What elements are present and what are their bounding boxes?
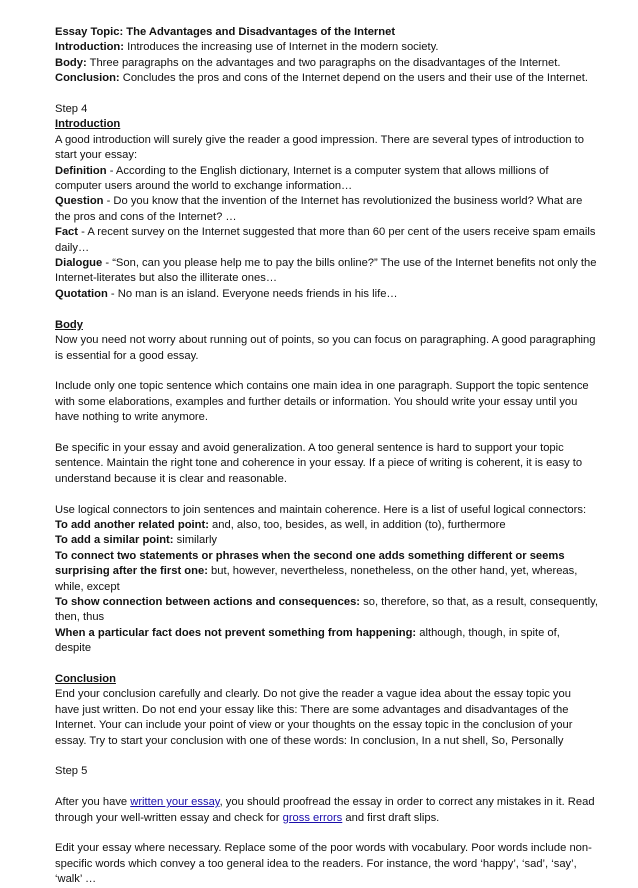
spacer bbox=[55, 487, 598, 502]
spacer bbox=[55, 364, 598, 379]
connector-item bbox=[55, 518, 598, 533]
spacer bbox=[55, 426, 598, 441]
connector-text: but, however, nevertheless, nonetheless, on the other hand, yet, whereas, while, except bbox=[55, 565, 578, 593]
connector-item bbox=[55, 595, 598, 626]
step-4-label: Step 4 bbox=[55, 103, 88, 116]
intro-type-term: Question bbox=[55, 195, 104, 208]
essay-topic-title: Essay Topic: The Advantages and Disadvantages of the Internet bbox=[55, 26, 396, 38]
intro-type-dialogue bbox=[55, 256, 598, 287]
body-paragraph: Include only one topic sentence which contains one main idea in one paragraph. Support the topic sentence with some elaborations, examples and further details or information. You should write your essay until you have nothing to write anymore. bbox=[55, 380, 589, 424]
intro-type-text: - Do you know that the invention of the Internet has revolutionized the business world? What are the pros and cons of the Internet? … bbox=[55, 195, 583, 223]
connector-label: When a particular fact does not prevent something from happening: bbox=[55, 626, 417, 639]
text-run: , you should proofread the essay in order to correct any mistakes in it. Read through your well-written essay and check for bbox=[55, 796, 595, 824]
intro-type-text: - No man is an island. Everyone needs friends in his life… bbox=[107, 287, 398, 300]
intro-type-text: - According to the English dictionary, Internet is a computer system that allows millions of computer users around the world to exchange information… bbox=[55, 164, 549, 193]
text-run: and first draft slips. bbox=[342, 811, 440, 824]
intro-type-text: - “Son, can you please help me to pay the bills online?” The use of the Internet benefits not only the Internet-literates but also the illiterate ones… bbox=[55, 257, 597, 285]
connector-text: so, therefore, so that, as a result, consequently, then, thus bbox=[55, 595, 598, 624]
conclusion-text: Concludes the pros and cons of the Internet depend on the users and their use of the Internet. bbox=[119, 72, 588, 85]
intro-text: Introduces the increasing use of Internet in the modern society. bbox=[123, 41, 439, 54]
intro-label: Introduction: bbox=[55, 41, 124, 54]
connector-item bbox=[55, 533, 598, 548]
connector-label: To add another related point: bbox=[55, 518, 209, 531]
body-paragraph: Now you need not worry about running out of points, so you can focus on paragraphing. A good paragraphing is essential for a good essay. bbox=[55, 334, 596, 362]
connector-label: To connect two statements or phrases when the second one adds something different or seems surprising after the first one: bbox=[55, 549, 565, 578]
connector-label: To show connection between actions and consequences: bbox=[55, 595, 361, 608]
intro-type-term: Fact bbox=[55, 226, 79, 239]
connector-label: To add a similar point: bbox=[55, 534, 174, 547]
topic-conclusion bbox=[55, 71, 598, 86]
connector-item bbox=[55, 549, 598, 595]
step-5-label: Step 5 bbox=[55, 765, 88, 778]
intro-type-text: - A recent survey on the Internet suggested that more than 60 per cent of the users receive spam emails daily… bbox=[55, 226, 596, 254]
conclusion-heading: Conclusion bbox=[55, 672, 116, 685]
spacer bbox=[55, 749, 598, 764]
connector-text: similarly bbox=[173, 534, 218, 547]
connector-text: and, also, too, besides, as well, in addition (to), furthermore bbox=[208, 518, 506, 531]
connectors-intro: Use logical connectors to join sentences and maintain coherence. Here is a list of useful logical connectors: bbox=[55, 503, 587, 516]
written-your-essay-link[interactable]: written your essay bbox=[130, 796, 220, 809]
conclusion-paragraph: End your conclusion carefully and clearly. Do not give the reader a vague idea about the essay topic you have just written. Do not end your essay like this: There are some advantages and disadvantages of the Internet. Your can include your point of view or your thoughts on the essay topic in the conclusion of your essay. Try to start your conclusion with one of these words: In conclusion, In a nut shell, So, Personally bbox=[55, 688, 573, 747]
proofread-paragraph bbox=[55, 795, 598, 826]
intro-type-question bbox=[55, 194, 598, 225]
edit-paragraph: Edit your essay where necessary. Replace some of the poor words with vocabulary. Poor words include non-specific words which convey a too general idea to the readers. For instance, the word ‘happy’, ‘sad’, ‘say’, ‘walk’ … bbox=[55, 842, 592, 886]
conclusion-label: Conclusion: bbox=[55, 72, 120, 85]
introduction-heading: Introduction bbox=[55, 118, 121, 131]
body-heading: Body bbox=[55, 318, 83, 331]
body-paragraph: Be specific in your essay and avoid generalization. A too general sentence is hard to support your topic sentence. Maintain the right tone and coherence in your essay. If a piece of writing is coherent, it is easy to understand because it is clear and reasonable. bbox=[55, 441, 583, 485]
connector-item bbox=[55, 626, 598, 657]
topic-introduction bbox=[55, 40, 598, 55]
gross-errors-link[interactable]: gross errors bbox=[282, 811, 343, 824]
body-text: Three paragraphs on the advantages and two paragraphs on the disadvantages of the Internet. bbox=[86, 56, 561, 69]
intro-type-fact bbox=[55, 225, 598, 256]
intro-type-term: Dialogue bbox=[55, 257, 103, 270]
spacer bbox=[55, 657, 598, 672]
text-run: After you have bbox=[55, 796, 131, 809]
intro-type-quotation bbox=[55, 287, 598, 302]
body-label: Body: bbox=[55, 56, 87, 69]
connector-text: although, though, in spite of, despite bbox=[55, 626, 560, 655]
intro-type-definition bbox=[55, 164, 598, 195]
intro-type-term: Definition bbox=[55, 164, 107, 177]
spacer bbox=[55, 87, 598, 102]
spacer bbox=[55, 780, 598, 795]
topic-body bbox=[55, 56, 598, 71]
introduction-paragraph: A good introduction will surely give the reader a good impression. There are several types of introduction to start your essay: bbox=[55, 133, 585, 162]
spacer bbox=[55, 826, 598, 841]
spacer bbox=[55, 302, 598, 317]
intro-type-term: Quotation bbox=[55, 287, 108, 300]
